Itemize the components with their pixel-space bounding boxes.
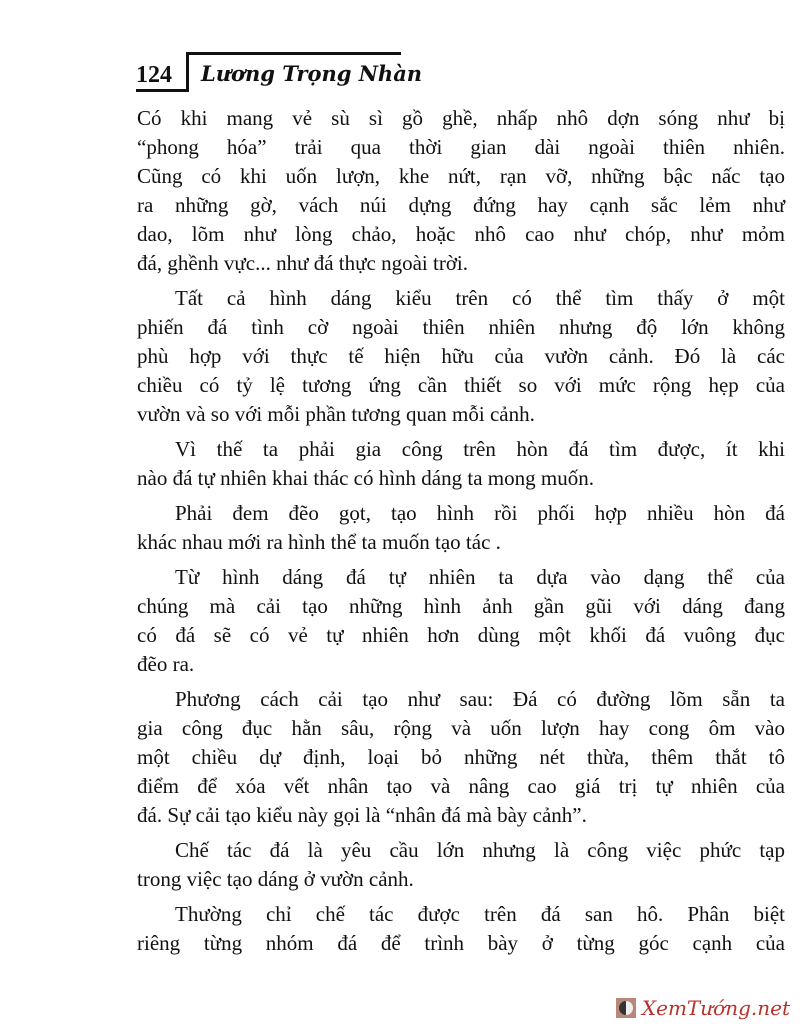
text-line: dao, lõm như lòng chảo, hoặc nhô cao như chóp, như mỏm: [137, 222, 785, 246]
text-line: Cũng có khi uốn lượn, khe nứt, rạn vỡ, những bậc nấc tạo: [137, 164, 785, 188]
text-line: đá. Sự cải tạo kiểu này gọi là “nhân đá mà bày cảnh”.: [137, 803, 587, 827]
text-line: phù hợp với thực tế hiện hữu của vườn cảnh. Đó là các: [137, 344, 785, 368]
text-line: gia công đục hằn sâu, rộng và uốn lượn hay cong ôm vào: [137, 716, 785, 740]
paragraph: [137, 900, 785, 958]
text-line: phiến đá tình cờ ngoài thiên nhiên nhưng độ lớn không: [137, 315, 785, 339]
text-line: Có khi mang vẻ sù sì gồ ghề, nhấp nhô dợn sóng như bị: [137, 106, 785, 130]
paragraph: [137, 836, 785, 894]
running-header: [136, 52, 800, 92]
text-line: “phong hóa” trải qua thời gian dài ngoài thiên nhiên.: [137, 135, 785, 159]
text-line: Từ hình dáng đá tự nhiên ta dựa vào dạng thể của: [175, 565, 785, 589]
body-text: [137, 104, 785, 958]
text-line: ra những gờ, vách núi dựng đứng hay cạnh sắc lẻm như: [137, 193, 785, 217]
text-line: Thường chỉ chế tác được trên đá san hô. Phân biệt: [175, 902, 785, 926]
page-number: 124: [136, 62, 172, 88]
text-line: trong việc tạo dáng ở vườn cảnh.: [137, 867, 414, 891]
text-line: Phải đem đẽo gọt, tạo hình rồi phối hợp nhiều hòn đá: [175, 501, 785, 525]
paragraph: [137, 284, 785, 429]
text-line: đẽo ra.: [137, 652, 195, 676]
paragraph: [137, 435, 785, 493]
yin-yang-icon: [616, 998, 636, 1018]
text-line: Phương cách cải tạo như sau: Đá có đường lõm sẵn ta: [175, 687, 785, 711]
text-line: nào đá tự nhiên khai thác có hình dáng ta mong muốn.: [137, 466, 594, 490]
author-frame: [189, 52, 423, 92]
text-line: khác nhau mới ra hình thể ta muốn tạo tác .: [137, 530, 501, 554]
text-line: Vì thế ta phải gia công trên hòn đá tìm được, ít khi: [175, 437, 785, 461]
text-line: điểm để xóa vết nhân tạo và nâng cao giá trị tự nhiên của: [137, 774, 785, 798]
paragraph: [137, 563, 785, 679]
text-line: Tất cả hình dáng kiểu trên có thể tìm thấy ở một: [175, 286, 785, 310]
text-line: đá, ghềnh vực... như đá thực ngoài trời.: [137, 251, 469, 275]
page-number-frame: [136, 52, 189, 92]
text-line: chiều có tỷ lệ tương ứng cần thiết so với mức rộng hẹp của: [137, 373, 785, 397]
text-line: một chiều dự định, loại bỏ những nét thừa, thêm thắt tô: [137, 745, 785, 769]
text-line: có đá sẽ có vẻ tự nhiên hơn dùng một khối đá vuông đục: [137, 623, 785, 647]
paragraph: [137, 104, 785, 278]
text-line: chúng mà cải tạo những hình ảnh gần gũi với dáng đang: [137, 594, 785, 618]
author-name: Lương Trọng Nhàn: [201, 60, 423, 86]
text-line: riêng từng nhóm đá để trình bày ở từng góc cạnh của: [137, 931, 785, 955]
paragraph: [137, 685, 785, 830]
paragraph: [137, 499, 785, 557]
watermark-text: XemTướng.net: [641, 996, 790, 1020]
text-line: Chế tác đá là yêu cầu lớn nhưng là công việc phức tạp: [175, 838, 785, 862]
watermark: [616, 980, 790, 1020]
text-line: vườn và so với mỗi phần tương quan mỗi cảnh.: [137, 402, 535, 426]
